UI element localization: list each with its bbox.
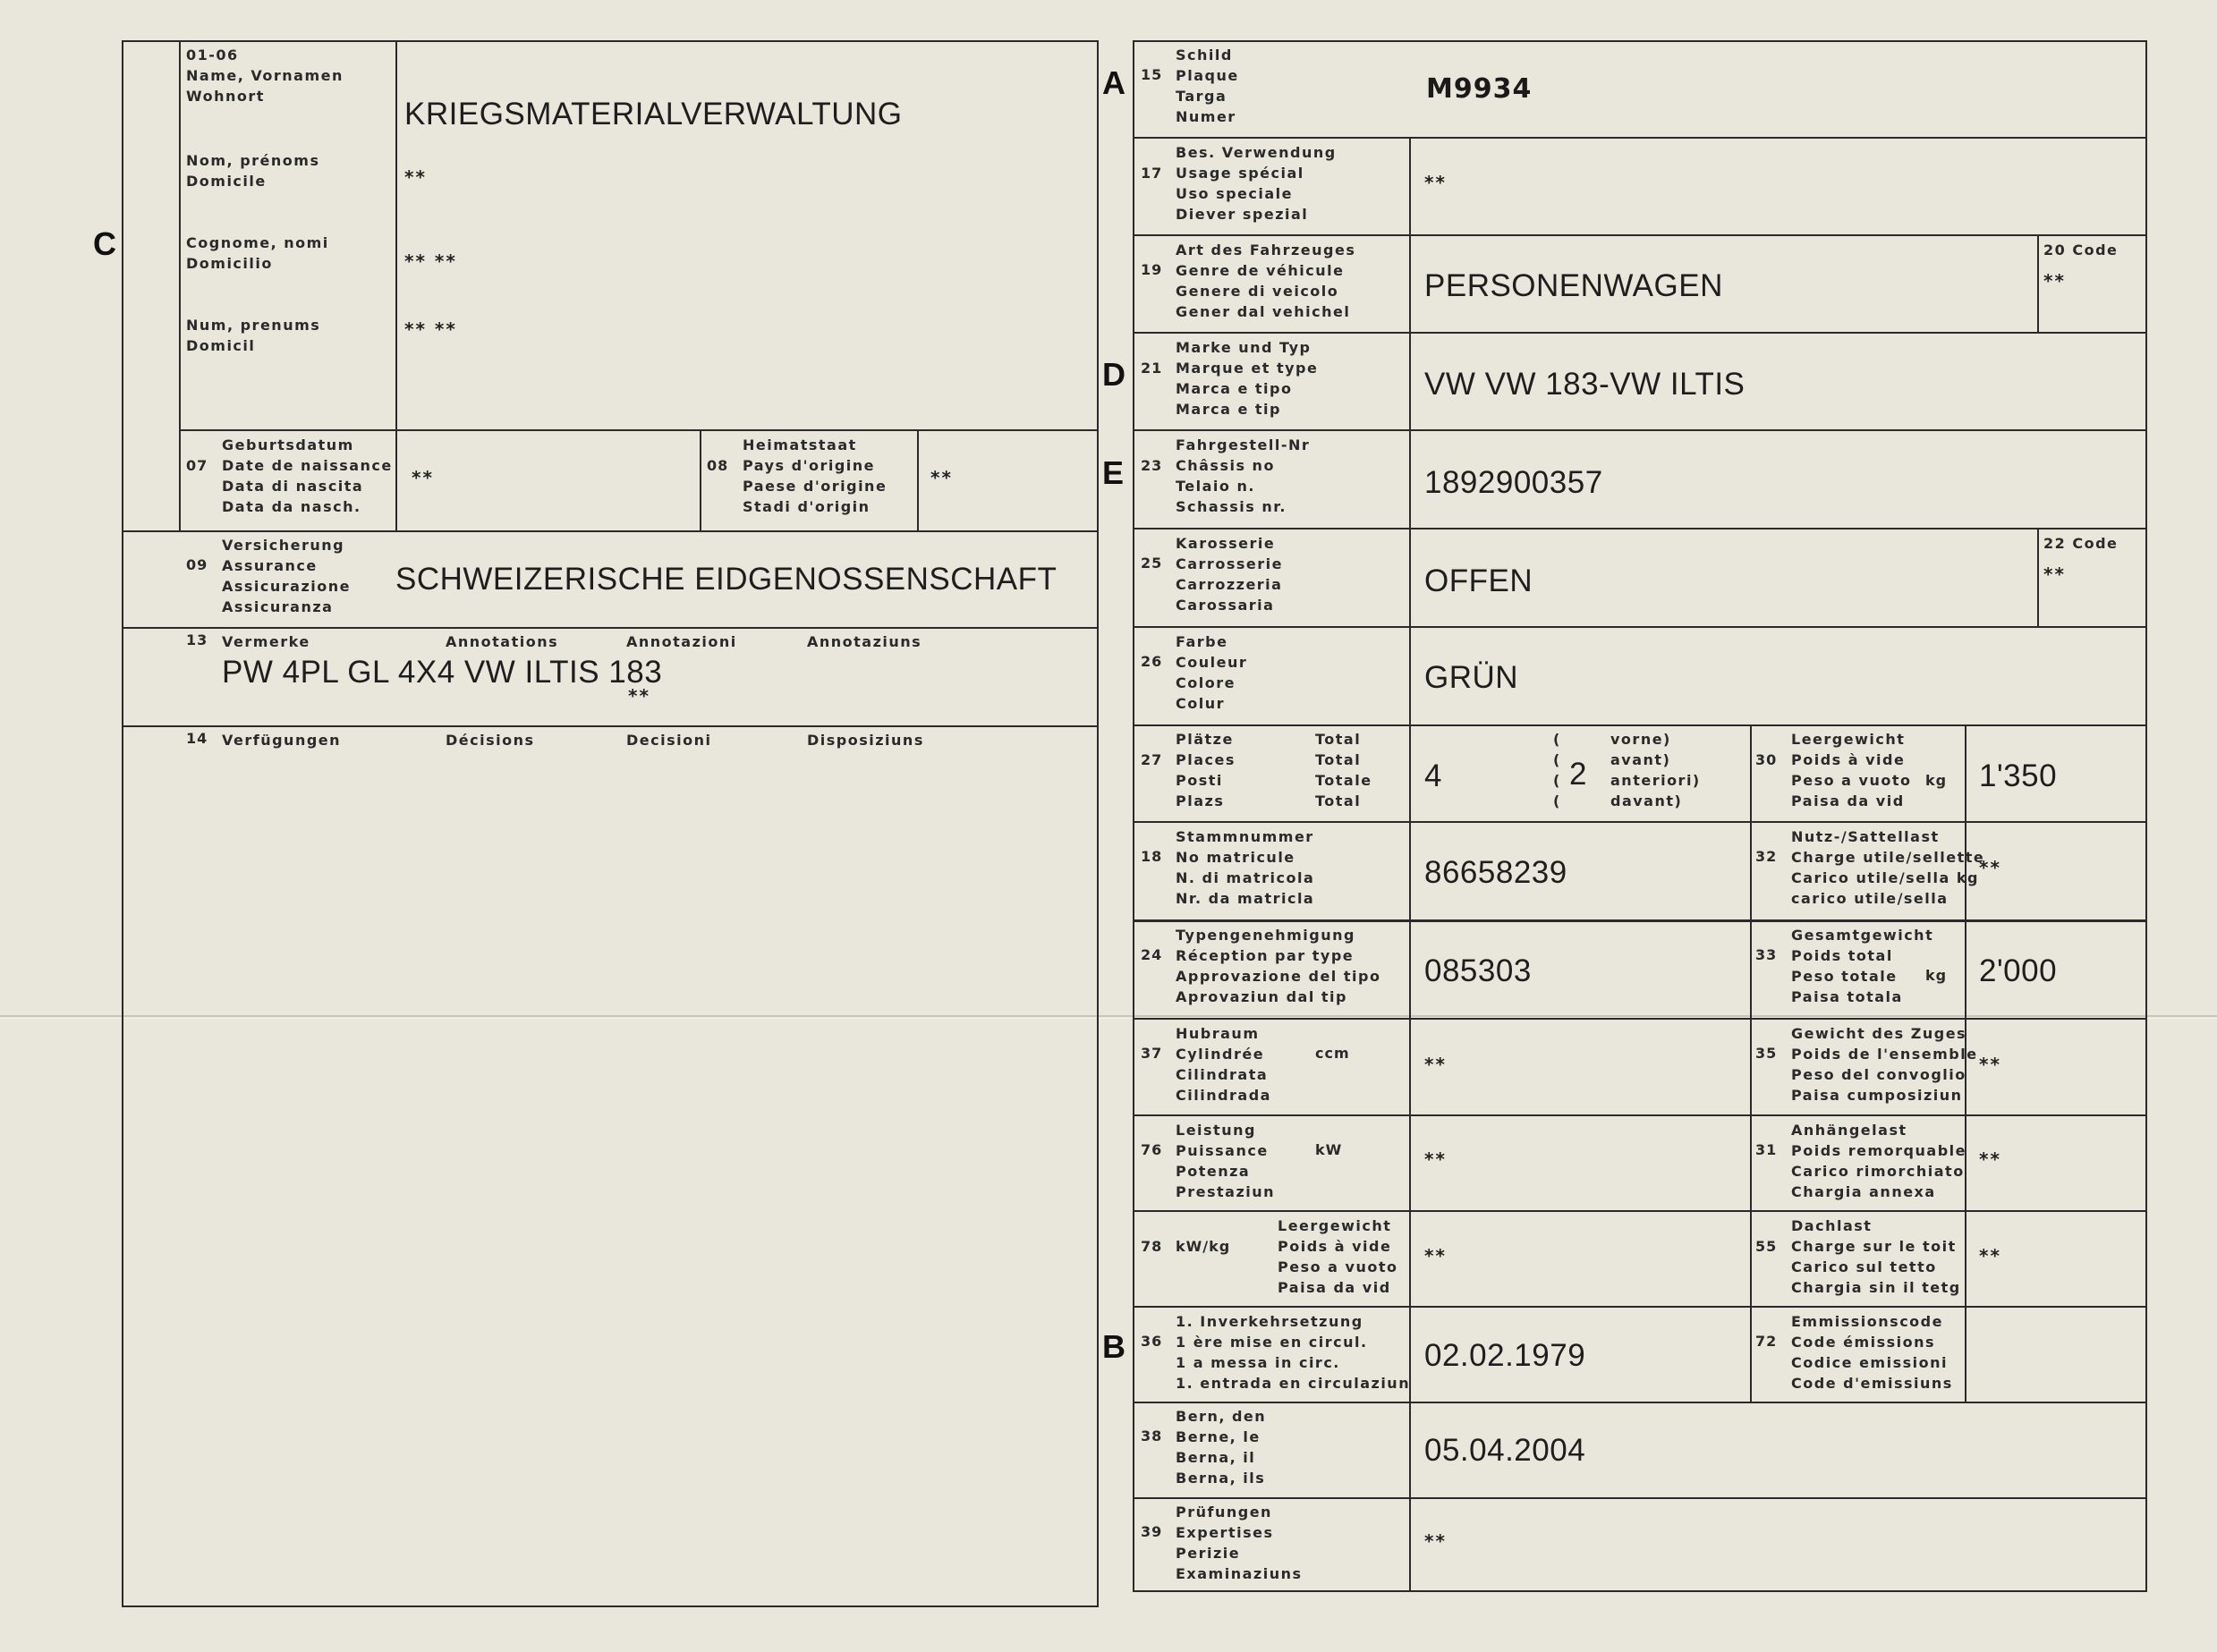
displacement-value: ** [1424, 1054, 1447, 1075]
vehicle-type-value: PERSONENWAGEN [1424, 268, 1723, 303]
insurance-value: SCHWEIZERISCHE EIDGENOSSENSCHAFT [395, 562, 1058, 597]
seats-number: 27 [1141, 751, 1163, 768]
displacement-number: 37 [1141, 1045, 1163, 1062]
owner-bottom-line [179, 429, 1099, 431]
roof-load-labels: Dachlast Charge sur le toit Carico sul tetto Chargia sin il tetg [1791, 1217, 1961, 1296]
color-number: 26 [1141, 653, 1163, 670]
inspections-labels: Prüfungen Expertises Perizie Examinaziuns [1176, 1504, 1303, 1582]
birth-origin-divider [700, 429, 701, 530]
power-weight-labels: Leergewicht Poids à vide Peso a vuoto Paisa da vid [1278, 1217, 1398, 1296]
owner-line2: ** [404, 166, 427, 188]
seats-labels: Plätze Places Posti Plazs [1176, 731, 1236, 809]
mid-divider [1750, 724, 1752, 1402]
emission-code-labels: Emmissionscode Code émissions Codice emissioni Code d'emissiuns [1791, 1313, 1953, 1392]
vehicle-type-number: 19 [1141, 261, 1163, 278]
remarks-top-line [122, 627, 1099, 629]
row-line [1133, 528, 2147, 529]
color-value: GRÜN [1424, 660, 1519, 695]
code20-value: ** [2043, 270, 2066, 292]
owner-label-rm: Num, prenums Domicil [186, 317, 321, 354]
row-line [1133, 1306, 2147, 1308]
make-number: 21 [1141, 360, 1163, 377]
train-weight-number: 35 [1755, 1045, 1778, 1062]
decisions-top-line [122, 725, 1099, 727]
row-line [1133, 1018, 2147, 1020]
chassis-number: 23 [1141, 457, 1163, 474]
total-weight-unit: kg [1925, 967, 1948, 984]
total-weight-labels: Gesamtgewicht Poids total Peso totale Paisa totala [1791, 927, 1934, 1005]
total-weight-value: 2'000 [1979, 953, 2058, 988]
seats-front-labels: vorne) avant) anteriori) davant) [1610, 731, 1701, 809]
birth-labels: Geburtsdatum Date de naissance Data di nascita Data da nasch. [222, 436, 393, 515]
first-registration-labels: 1. Inverkehrsetzung 1 ère mise en circul. 1 a messa in circ. 1. entrada en circulaziun [1176, 1313, 1411, 1392]
decisions-label-de: Verfügungen [222, 732, 342, 749]
seats-parens: ( ( ( ( [1553, 731, 1561, 809]
displacement-unit: ccm [1315, 1045, 1350, 1062]
displacement-labels: Hubraum Cylindrée Cilindrata Cilindrada [1176, 1025, 1271, 1104]
power-labels: Leistung Puissance Potenza Prestaziun [1176, 1122, 1276, 1200]
empty-weight-number: 30 [1755, 751, 1778, 768]
chassis-value: 1892900357 [1424, 465, 1603, 500]
chassis-labels: Fahrgestell-Nr Châssis no Telaio n. Schassis nr. [1176, 436, 1311, 515]
row-line [1133, 137, 2147, 139]
seats-value: 4 [1424, 758, 1442, 793]
empty-weight-value: 1'350 [1979, 758, 2058, 793]
insurance-top-line [122, 530, 1099, 532]
owner-label-it: Cognome, nomi Domicilio [186, 234, 329, 272]
remarks-label-de: Vermerke [222, 633, 310, 650]
trailer-load-labels: Anhängelast Poids remorquable Carico rimorchiato Chargia annexa [1791, 1122, 1966, 1200]
code20-label: 20 Code [2043, 241, 2119, 258]
first-registration-number: 36 [1141, 1333, 1163, 1350]
issued-labels: Bern, den Berne, le Berna, il Berna, ils [1176, 1408, 1267, 1487]
type-approval-labels: Typengenehmigung Réception par type Approvazione del tipo Aprovaziun dal tip [1176, 927, 1381, 1005]
master-no-labels: Stammnummer No matricule N. di matricola Nr. da matricla [1176, 828, 1315, 907]
row-line [1133, 821, 2147, 823]
train-weight-value: ** [1979, 1054, 2001, 1075]
code22-label: 22 Code [2043, 535, 2119, 552]
plate-value: M9934 [1426, 73, 1533, 105]
row-line [1133, 919, 2147, 922]
code20-divider [2037, 234, 2039, 332]
type-approval-value: 085303 [1424, 953, 1532, 988]
body-value: OFFEN [1424, 563, 1533, 598]
code22-divider [2037, 528, 2039, 626]
row-line [1133, 332, 2147, 334]
origin-number: 08 [707, 457, 729, 474]
marker-b: B [1102, 1328, 1125, 1365]
first-registration-value: 02.02.1979 [1424, 1338, 1586, 1373]
owner-name: KRIEGSMATERIALVERWALTUNG [404, 97, 903, 131]
decisions-label-it: Decisioni [626, 732, 712, 749]
empty-weight-labels: Leergewicht Poids à vide Peso a vuoto Paisa da vid [1791, 731, 1912, 809]
power-weight-value: ** [1424, 1245, 1447, 1267]
seats-front-value: 2 [1569, 757, 1587, 792]
row-line [1133, 1402, 2147, 1403]
code22-value: ** [2043, 563, 2066, 585]
special-use-value: ** [1424, 172, 1447, 193]
row-line [1133, 1497, 2147, 1499]
issued-value: 05.04.2004 [1424, 1433, 1586, 1468]
power-value: ** [1424, 1148, 1447, 1170]
train-weight-labels: Gewicht des Zuges Poids de l'ensemble Peso del convoglio Paisa cumposiziun [1791, 1025, 1978, 1104]
origin-labels: Heimatstaat Pays d'origine Paese d'origine Stadi d'origin [743, 436, 888, 515]
birth-number: 07 [186, 457, 208, 474]
payload-labels: Nutz-/Sattellast Charge utile/sellette Carico utile/sella kg carico utile/sella [1791, 828, 1985, 907]
decisions-number: 14 [186, 730, 208, 747]
master-no-value: 86658239 [1424, 855, 1567, 890]
marker-e: E [1102, 454, 1125, 491]
make-labels: Marke und Typ Marque et type Marca e tipo Marca e tip [1176, 339, 1319, 418]
owner-label-de: Name, Vornamen Wohnort [186, 67, 344, 105]
marker-c: C [93, 225, 116, 262]
left-panel [122, 40, 1099, 1607]
power-weight-number: 78 [1141, 1238, 1163, 1255]
remarks-label-it: Annotazioni [626, 633, 737, 650]
power-number: 76 [1141, 1141, 1163, 1158]
owner-label-fr: Nom, prénoms Domicile [186, 152, 320, 190]
color-labels: Farbe Couleur Colore Colur [1176, 633, 1248, 712]
owner-label-divider [395, 40, 397, 530]
row-line [1133, 1210, 2147, 1212]
origin-value: ** [930, 467, 953, 488]
vehicle-type-labels: Art des Fahrzeuges Genre de véhicule Genere di veicolo Gener dal vehichel [1176, 241, 1356, 320]
emission-code-number: 72 [1755, 1333, 1778, 1350]
marker-a: A [1102, 64, 1125, 101]
inspections-value: ** [1424, 1530, 1447, 1552]
owner-line3: ** ** [404, 250, 457, 272]
decisions-label-rm: Disposiziuns [807, 732, 924, 749]
remarks-value: PW 4PL GL 4X4 VW ILTIS 183 [222, 655, 663, 690]
origin-value-divider [917, 429, 919, 530]
plate-number: 15 [1141, 66, 1163, 83]
make-value: VW VW 183-VW ILTIS [1424, 367, 1746, 402]
birth-value: ** [412, 467, 434, 488]
row-line [1133, 626, 2147, 628]
roof-load-number: 55 [1755, 1238, 1778, 1255]
payload-number: 32 [1755, 848, 1778, 865]
owner-number: 01-06 [186, 47, 239, 64]
remarks-sub: ** [628, 685, 650, 707]
plate-labels: Schild Plaque Targa Numer [1176, 47, 1239, 125]
trailer-load-number: 31 [1755, 1141, 1778, 1158]
owner-line4: ** ** [404, 318, 457, 340]
master-no-number: 18 [1141, 848, 1163, 865]
empty-weight-unit: kg [1925, 772, 1948, 789]
body-labels: Karosserie Carrosserie Carrozzeria Carossaria [1176, 535, 1283, 614]
payload-value: ** [1979, 857, 2001, 878]
power-weight-unit: kW/kg [1176, 1238, 1231, 1255]
row-line [1133, 234, 2147, 236]
row-line [1133, 429, 2147, 431]
remarks-label-rm: Annotaziuns [807, 633, 922, 650]
special-use-number: 17 [1141, 165, 1163, 182]
body-number: 25 [1141, 555, 1163, 572]
remarks-number: 13 [186, 631, 208, 648]
inspections-number: 39 [1141, 1523, 1163, 1540]
row-line [1133, 1114, 2147, 1116]
roof-load-value: ** [1979, 1245, 2001, 1267]
special-use-labels: Bes. Verwendung Usage spécial Uso speciale Diever spezial [1176, 144, 1337, 223]
trailer-load-value: ** [1979, 1148, 2001, 1170]
insurance-number: 09 [186, 556, 208, 573]
remarks-label-fr: Annotations [446, 633, 559, 650]
row-line [1133, 724, 2147, 726]
issued-number: 38 [1141, 1427, 1163, 1444]
left-inner-border [179, 40, 181, 530]
type-approval-number: 24 [1141, 946, 1163, 963]
decisions-label-fr: Décisions [446, 732, 535, 749]
seats-totals: Total Total Totale Total [1315, 731, 1372, 809]
marker-d: D [1102, 356, 1125, 393]
total-weight-number: 33 [1755, 946, 1778, 963]
power-unit: kW [1315, 1141, 1343, 1158]
insurance-labels: Versicherung Assurance Assicurazione Assicuranza [222, 537, 352, 615]
